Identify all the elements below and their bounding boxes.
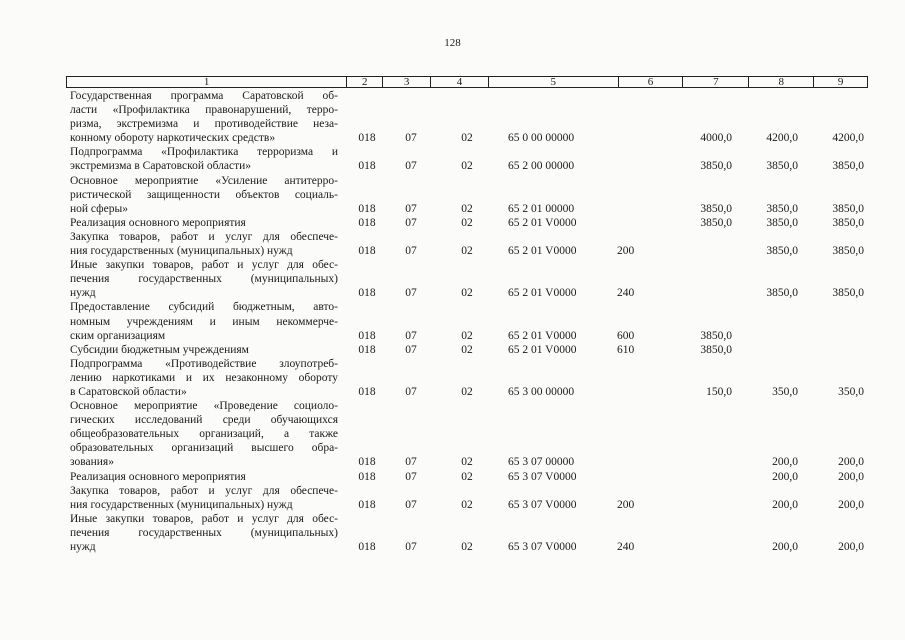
table-row: [66, 230, 868, 258]
cell-subsection: 02: [461, 245, 473, 258]
cell-subsection: 02: [461, 160, 473, 173]
cell-target-article: 65 3 00 00000: [508, 385, 575, 398]
cell-section: 07: [405, 456, 417, 469]
cell-amount-col8: 350,0: [772, 385, 798, 398]
cell-amount-col8: 4200,0: [766, 132, 798, 145]
cell-amount-col9: 350,0: [838, 385, 864, 398]
row-name-line: нужд: [70, 287, 96, 300]
cell-subsection: 02: [461, 132, 473, 145]
row-name-line: экстремизма в Саратовской области»: [70, 160, 252, 173]
cell-subsection: 02: [461, 202, 473, 215]
cell-amount-col9: 3850,0: [832, 202, 864, 215]
row-name-line: нужд: [70, 541, 96, 553]
cell-ministry-code: 018: [358, 216, 376, 229]
table-row: [66, 300, 868, 342]
row-name-line: ной сферы»: [70, 202, 128, 215]
row-name: [66, 399, 338, 469]
row-name-line: ским организациям: [70, 329, 166, 342]
row-name-line: образовательных организаций высшего обра-: [70, 442, 338, 455]
column-header-5: 5: [488, 77, 618, 87]
row-name-line: ризма, экстремизма и противодействие неза-: [70, 118, 338, 131]
column-header-6: 6: [618, 77, 683, 87]
cell-amount-col8: 3850,0: [766, 160, 798, 173]
row-name: [66, 357, 338, 399]
row-name-line: Закупка товаров, работ и услуг для обеспече-: [70, 484, 338, 497]
row-name-line: общеобразовательных организаций, а также: [70, 428, 338, 441]
row-name: [66, 470, 338, 484]
row-name-line: Субсидии бюджетным учреждениям: [70, 343, 249, 356]
row-name: [66, 484, 338, 512]
table-row: [66, 484, 868, 512]
cell-section: 07: [405, 343, 417, 356]
row-name: [66, 174, 338, 216]
cell-ministry-code: 018: [358, 160, 376, 173]
cell-section: 07: [405, 385, 417, 398]
cell-amount-col9: 200,0: [838, 456, 864, 469]
row-name: [66, 343, 338, 357]
cell-expense-type: 200: [617, 245, 635, 258]
row-name-line: Иные закупки товаров, работ и услуг для обес-: [70, 259, 338, 272]
cell-subsection: 02: [461, 329, 473, 342]
cell-amount-col7: 3850,0: [700, 329, 732, 342]
row-name: [66, 300, 338, 342]
cell-ministry-code: 018: [358, 343, 376, 356]
row-name-line: конному обороту наркотических средств»: [70, 132, 276, 145]
row-name-line: в Саратовской области»: [70, 385, 187, 398]
row-name: [66, 230, 338, 258]
table-row: [66, 357, 868, 399]
row-name-line: ласти «Профилактика правонарушений, терро-: [70, 104, 338, 117]
row-name-line: ния государственных (муниципальных) нужд: [70, 498, 293, 511]
cell-target-article: 65 2 01 V0000: [508, 329, 577, 342]
cell-amount-col9: 4200,0: [832, 132, 864, 145]
cell-ministry-code: 018: [358, 132, 376, 145]
cell-ministry-code: 018: [358, 385, 376, 398]
row-name-line: Закупка товаров, работ и услуг для обеспече-: [70, 230, 338, 243]
cell-ministry-code: 018: [358, 498, 376, 511]
cell-section: 07: [405, 132, 417, 145]
cell-amount-col7: 4000,0: [700, 132, 732, 145]
cell-amount-col8: 200,0: [772, 456, 798, 469]
row-name-line: Реализация основного мероприятия: [70, 216, 246, 229]
cell-amount-col9: 3850,0: [832, 245, 864, 258]
row-name-line: печения государственных (муниципальных): [70, 526, 338, 539]
column-header-4: 4: [430, 77, 488, 87]
row-name-line: номным учреждениям и иным некоммерче-: [70, 315, 338, 328]
cell-ministry-code: 018: [358, 329, 376, 342]
row-name-line: гических исследований среди обучающихся: [70, 414, 338, 427]
column-header-2: 2: [346, 77, 382, 87]
cell-subsection: 02: [461, 385, 473, 398]
cell-ministry-code: 018: [358, 541, 376, 553]
column-header-3: 3: [382, 77, 430, 87]
cell-section: 07: [405, 470, 417, 483]
budget-table-body: [66, 89, 868, 554]
cell-expense-type: 600: [617, 329, 635, 342]
cell-target-article: 65 2 01 V0000: [508, 343, 577, 356]
table-row: [66, 174, 868, 216]
cell-amount-col7: 3850,0: [700, 216, 732, 229]
cell-section: 07: [405, 287, 417, 300]
cell-amount-col9: 3850,0: [832, 287, 864, 300]
cell-section: 07: [405, 216, 417, 229]
row-name-line: Государственная программа Саратовской об-: [70, 90, 338, 102]
row-name: [66, 145, 338, 173]
column-header-9: 9: [813, 77, 867, 87]
row-name-line: Основное мероприятие «Проведение социоло-: [70, 400, 338, 413]
row-name: [66, 89, 338, 145]
table-row: [66, 512, 868, 554]
row-name-line: зования»: [70, 456, 114, 469]
cell-ministry-code: 018: [358, 287, 376, 300]
table-row: [66, 258, 868, 300]
cell-amount-col8: 200,0: [772, 541, 798, 553]
cell-amount-col8: 200,0: [772, 498, 798, 511]
table-row: [66, 89, 868, 145]
cell-section: 07: [405, 202, 417, 215]
cell-target-article: 65 2 01 V0000: [508, 287, 577, 300]
cell-target-article: 65 2 01 V0000: [508, 216, 577, 229]
cell-section: 07: [405, 541, 417, 553]
cell-subsection: 02: [461, 343, 473, 356]
cell-target-article: 65 2 01 V0000: [508, 245, 577, 258]
cell-ministry-code: 018: [358, 202, 376, 215]
cell-amount-col8: 3850,0: [766, 245, 798, 258]
row-name-line: Реализация основного мероприятия: [70, 470, 246, 483]
table-row: [66, 145, 868, 173]
cell-amount-col9: 200,0: [838, 541, 864, 553]
cell-amount-col8: 3850,0: [766, 216, 798, 229]
row-name-line: ристической защищенности объектов социаль-: [70, 188, 338, 201]
row-name-line: ния государственных (муниципальных) нужд: [70, 245, 293, 258]
cell-target-article: 65 0 00 00000: [508, 132, 575, 145]
row-name-line: Иные закупки товаров, работ и услуг для обес-: [70, 512, 338, 525]
cell-subsection: 02: [461, 456, 473, 469]
cell-section: 07: [405, 498, 417, 511]
cell-amount-col7: 3850,0: [700, 202, 732, 215]
cell-amount-col7: 3850,0: [700, 343, 732, 356]
table-row: [66, 216, 868, 230]
cell-amount-col7: 3850,0: [700, 160, 732, 173]
row-name-line: Подпрограмма «Профилактика терроризма и: [70, 146, 338, 159]
cell-amount-col9: 3850,0: [832, 216, 864, 229]
cell-subsection: 02: [461, 216, 473, 229]
cell-amount-col9: 200,0: [838, 498, 864, 511]
cell-expense-type: 610: [617, 343, 635, 356]
page-number: 128: [444, 37, 461, 49]
cell-amount-col8: 200,0: [772, 470, 798, 483]
row-name: [66, 216, 338, 230]
cell-ministry-code: 018: [358, 456, 376, 469]
cell-expense-type: 240: [617, 287, 635, 300]
cell-ministry-code: 018: [358, 470, 376, 483]
cell-target-article: 65 2 00 00000: [508, 160, 575, 173]
row-name-line: Подпрограмма «Противодействие злоупотреб-: [70, 357, 338, 370]
row-name-line: Предоставление субсидий бюджетным, авто-: [70, 301, 338, 314]
row-name-line: печения государственных (муниципальных): [70, 273, 338, 286]
cell-amount-col8: 3850,0: [766, 287, 798, 300]
column-header-7: 7: [682, 77, 748, 87]
cell-amount-col8: 3850,0: [766, 202, 798, 215]
cell-amount-col9: 3850,0: [832, 160, 864, 173]
cell-subsection: 02: [461, 541, 473, 553]
table-row: [66, 399, 868, 469]
cell-section: 07: [405, 329, 417, 342]
row-name-line: лению наркотиками и их незаконному обороту: [70, 371, 338, 384]
cell-ministry-code: 018: [358, 245, 376, 258]
cell-section: 07: [405, 245, 417, 258]
cell-amount-col7: 150,0: [706, 385, 732, 398]
cell-subsection: 02: [461, 287, 473, 300]
cell-section: 07: [405, 160, 417, 173]
cell-target-article: 65 3 07 V0000: [508, 498, 577, 511]
cell-target-article: 65 3 07 V0000: [508, 470, 577, 483]
column-header-8: 8: [748, 77, 813, 87]
cell-target-article: 65 2 01 00000: [508, 202, 575, 215]
row-name: [66, 512, 338, 554]
cell-amount-col9: 200,0: [838, 470, 864, 483]
cell-expense-type: 200: [617, 498, 635, 511]
table-row: [66, 343, 868, 357]
cell-expense-type: 240: [617, 541, 635, 553]
column-header-1: 1: [203, 76, 210, 88]
row-name: [66, 258, 338, 300]
column-header-row: [66, 76, 868, 88]
cell-target-article: 65 3 07 V0000: [508, 541, 577, 553]
cell-subsection: 02: [461, 470, 473, 483]
cell-target-article: 65 3 07 00000: [508, 456, 575, 469]
table-row: [66, 470, 868, 484]
row-name-line: Основное мероприятие «Усиление антитерро-: [70, 174, 338, 187]
cell-subsection: 02: [461, 498, 473, 511]
